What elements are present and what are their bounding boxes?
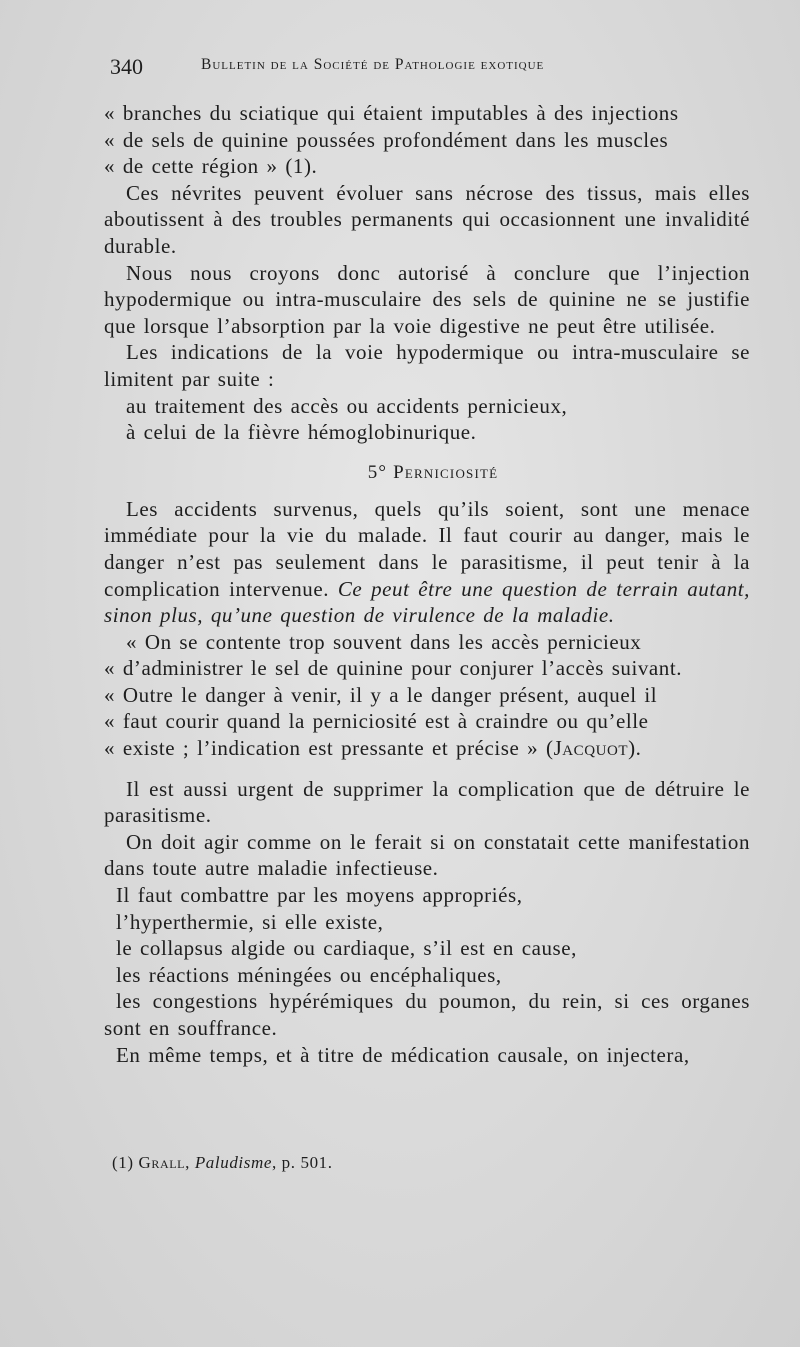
footnote-marker: (1) <box>112 1153 134 1172</box>
combattre-line: Il faut combattre par les moyens appropriés, <box>116 883 523 908</box>
quote-line <box>104 735 750 762</box>
paragraph-accidents <box>104 496 750 629</box>
running-title: Bulletin de la Société de Pathologie exotique <box>201 56 545 73</box>
running-head <box>110 54 670 84</box>
quote-author: Jacquot <box>553 736 629 761</box>
footnote-page: , p. 501. <box>271 1153 333 1172</box>
combattre-line: l’hyperthermie, si elle existe, <box>116 909 384 934</box>
quote-line: « On se contente trop souvent dans les accès pernicieux <box>126 629 642 654</box>
quote-line: « de sels de quinine poussées profondément dans les muscles <box>104 127 669 152</box>
footnote-author: Grall <box>138 1153 186 1172</box>
quote-line: « de cette région » (1). <box>104 154 318 179</box>
footnote: (1) Grall, Paludisme, p. 501. <box>112 1153 333 1172</box>
paragraph-conclusion: Nous nous croyons donc autorisé à conclure que l’injection hypodermique ou intra-musculaire des sels de quinine ne se justifie que lorsque l’absorption par la voie digestive ne peut être utilisée. <box>104 260 750 338</box>
paragraph-agir: On doit agir comme on le ferait si on constatait cette manifestation dans toute autre maladie infectieuse. <box>104 829 750 881</box>
combattre-line: le collapsus algide ou cardiaque, s’il est en cause, <box>116 936 577 961</box>
combattre-line: les réactions méningées ou encéphaliques, <box>116 962 502 987</box>
quote-line: « Outre le danger à venir, il y a le danger présent, auquel il <box>104 682 658 707</box>
quote-line: « faut courir quand la perniciosité est à craindre ou qu’elle <box>104 709 649 734</box>
page-body <box>104 100 750 1068</box>
paragraph-accidents-text: Les accidents survenus, quels qu’ils soient, sont une menace immédiate pour la vie du malade. Il faut courir au danger, mais le danger n’est pas seulement dans le parasitisme, il peut tenir à la complication intervenue. <box>104 496 750 601</box>
paragraph-accidents-italic: Ce peut être une question de terrain autant, sinon plus, qu’une question de virulence de la maladie. <box>104 576 750 628</box>
footnote-title: Paludisme <box>194 1153 272 1172</box>
quote-line: « d’administrer le sel de quinine pour conjurer l’accès suivant. <box>104 656 683 681</box>
indication-item: au traitement des accès ou accidents pernicieux, <box>126 393 568 418</box>
paragraph-congestions: les congestions hypérémiques du poumon, du rein, si ces organes sont en souffrance. <box>104 989 750 1040</box>
quote-line: « branches du sciatique qui étaient imputables à des injections <box>104 101 679 125</box>
paragraph-indications: Les indications de la voie hypodermique ou intra-musculaire se limitent par suite : <box>104 340 750 391</box>
paragraph-meme-temps: En même temps, et à titre de médication causale, on injectera, <box>116 1042 690 1067</box>
spacer <box>104 762 750 776</box>
paragraph-nevrites: Ces névrites peuvent évoluer sans nécrose des tissus, mais elles aboutissent à des troubles permanents qui occasionnent une invalidité durable. <box>104 180 750 258</box>
page-number: 340 <box>110 54 143 79</box>
quote-line-text: « existe ; l’indication est pressante et précise » ( <box>104 736 554 761</box>
quote-end: ). <box>628 736 642 761</box>
indication-item: à celui de la fièvre hémoglobinurique. <box>126 420 477 445</box>
section-heading: 5° Perniciosité <box>367 461 499 483</box>
paragraph-urgent: Il est aussi urgent de supprimer la complication que de détruire le parasitisme. <box>104 776 750 828</box>
